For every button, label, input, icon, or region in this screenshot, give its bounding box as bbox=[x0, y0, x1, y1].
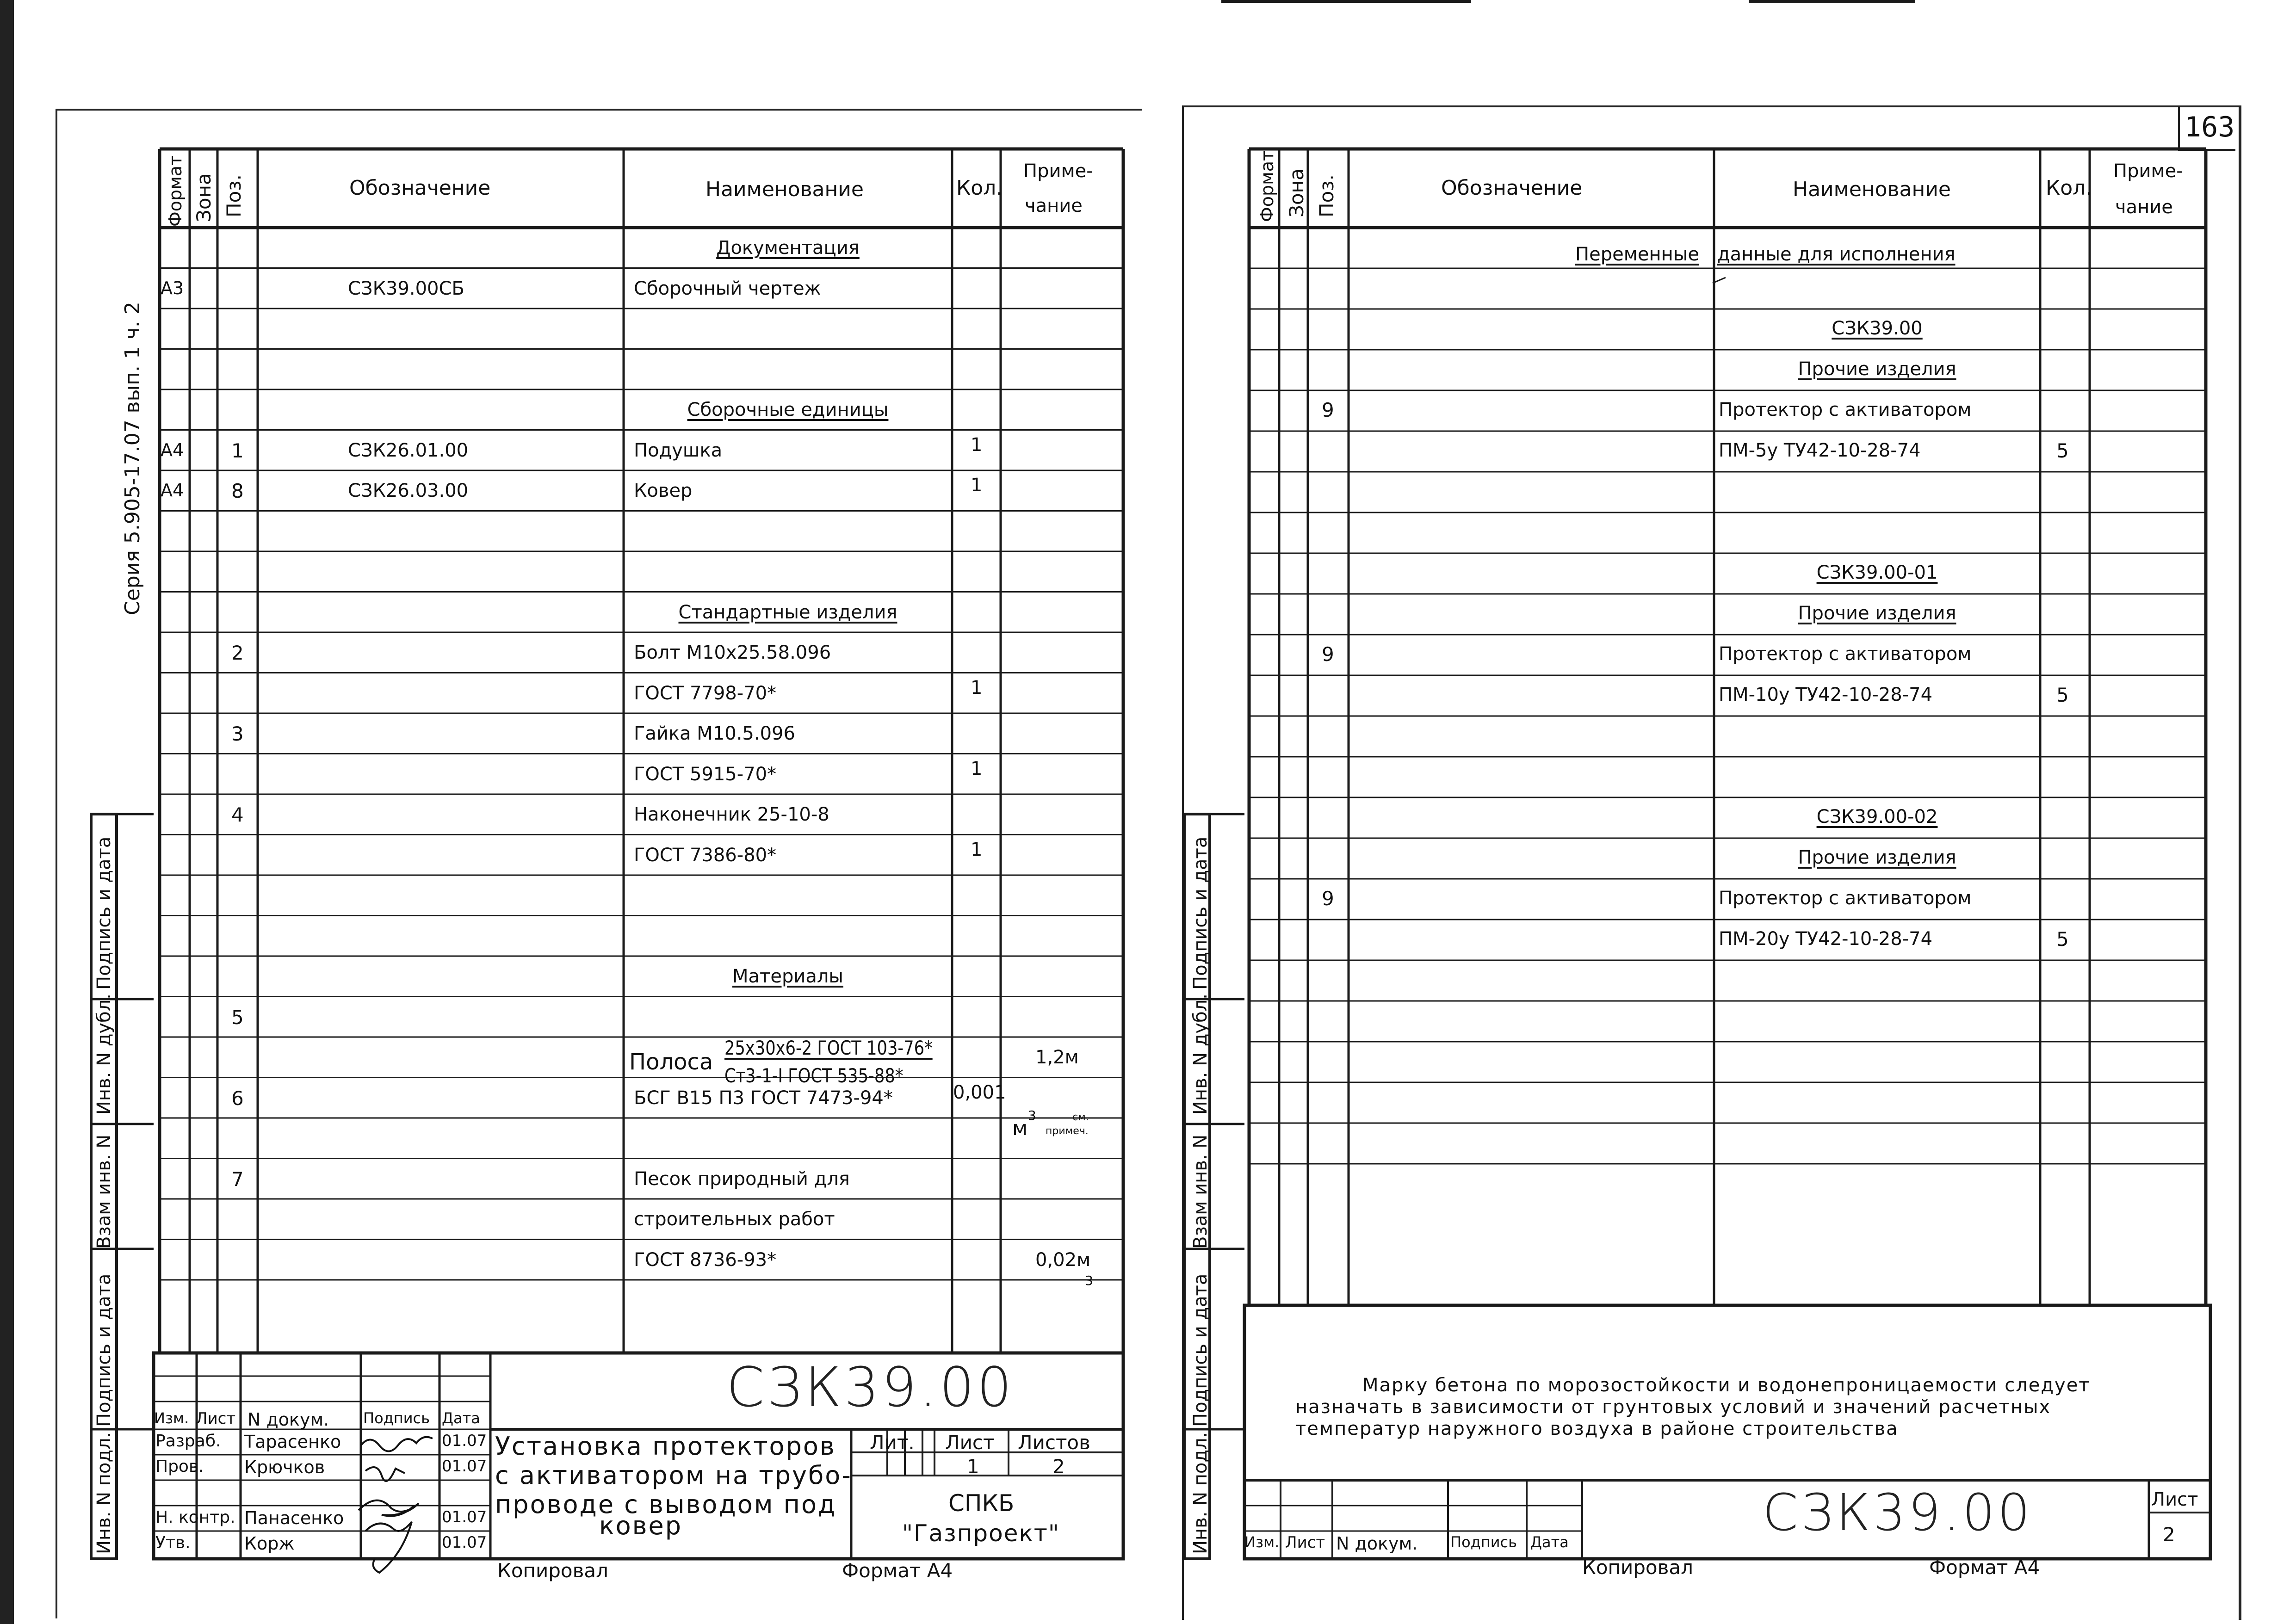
row-pos: 5 bbox=[231, 1006, 244, 1029]
title-line-2: с активатором на трубо- bbox=[495, 1461, 852, 1490]
right-row-pos: 9 bbox=[1322, 643, 1334, 666]
sheet-value: 1 bbox=[967, 1455, 979, 1478]
variable-data-heading-a: Переменные bbox=[1575, 244, 1699, 265]
left-header-format: Формат bbox=[165, 155, 186, 227]
signer-name: Крючков bbox=[244, 1457, 325, 1477]
row-name: Ковер bbox=[634, 480, 693, 501]
row-name: Песок природный для bbox=[634, 1168, 850, 1190]
left-header-designation: Обозначение bbox=[349, 176, 491, 200]
right-col-izm: Изм. bbox=[1244, 1533, 1280, 1551]
right-row-pos: 9 bbox=[1322, 399, 1334, 421]
right-footer-format: Формат А4 bbox=[1929, 1556, 2040, 1579]
left-header-name: Наименование bbox=[706, 178, 864, 201]
row-pos: 4 bbox=[231, 803, 244, 826]
left-footer-format: Формат А4 bbox=[842, 1559, 953, 1582]
note-line-3: температур наружного воздуха в районе строительства bbox=[1295, 1418, 1899, 1439]
right-row-pos: 9 bbox=[1322, 887, 1334, 910]
col-list: Лист bbox=[196, 1409, 236, 1428]
row-name: БСГ В15 П3 ГОСТ 7473-94* bbox=[634, 1087, 893, 1109]
right-stamp-dup-inv: Инв. N дубл. bbox=[1190, 994, 1211, 1115]
signer-role: Н. контр. bbox=[155, 1508, 235, 1527]
row-name: Болт М10х25.58.096 bbox=[634, 642, 831, 663]
row-qty: 1 bbox=[971, 475, 983, 496]
signer-role: Разраб. bbox=[155, 1432, 221, 1451]
note-line-2: назначать в зависимости от грунтовых условий и значений расчетных bbox=[1295, 1396, 2051, 1418]
right-header-name: Наименование bbox=[1793, 178, 1951, 201]
strip-line1: 25х30х6-2 ГОСТ 103-76* bbox=[724, 1037, 933, 1059]
right-row-name: ПМ-5у ТУ42-10-28-74 bbox=[1719, 440, 1921, 461]
row-format: А3 bbox=[161, 278, 184, 298]
row-designation: СЗК26.01.00 bbox=[348, 439, 469, 461]
signer-role: Утв. bbox=[155, 1533, 191, 1552]
left-header-zone: Зона bbox=[192, 173, 215, 222]
right-stamp-sign-date-2: Подпись и дата bbox=[1190, 1273, 1211, 1427]
row-format: А4 bbox=[161, 480, 184, 500]
row-pos: 8 bbox=[231, 480, 244, 502]
right-doc-code: СЗК39.00 bbox=[1763, 1483, 2033, 1542]
right-row-name: СЗК39.00 bbox=[1832, 318, 1923, 339]
title-line-3: проводе с выводом под bbox=[495, 1490, 837, 1519]
right-row-name: СЗК39.00-02 bbox=[1816, 806, 1938, 827]
left-header-qty: Кол. bbox=[956, 176, 1003, 200]
right-header-designation: Обозначение bbox=[1441, 176, 1583, 200]
row-qty: 1 bbox=[971, 839, 983, 860]
row-qty: 1 bbox=[971, 677, 983, 698]
right-row-name: ПМ-20у ТУ42-10-28-74 bbox=[1719, 928, 1933, 950]
row-qty: 1 bbox=[971, 434, 983, 456]
row-pos: 3 bbox=[231, 722, 244, 745]
col-sign: Подпись bbox=[363, 1409, 430, 1427]
right-row-name: Прочие изделия bbox=[1798, 847, 1956, 868]
cubic-sup: 3 bbox=[1028, 1108, 1036, 1123]
stamp-replace-inv: Взам инв. N bbox=[93, 1134, 115, 1249]
left-header-note1: Приме- bbox=[1023, 161, 1093, 182]
row-qty: 0,001 bbox=[953, 1081, 1006, 1103]
row-name: строительных работ bbox=[634, 1209, 835, 1230]
row-name: Сборочный чертеж bbox=[634, 278, 821, 299]
right-row-name: Протектор с активатором bbox=[1719, 399, 1972, 420]
signer-date: 01.07 bbox=[442, 1457, 487, 1476]
cubic-unit: м bbox=[1012, 1117, 1028, 1140]
right-row-name: СЗК39.00-01 bbox=[1816, 562, 1938, 583]
right-header-pos: Поз. bbox=[1315, 174, 1338, 217]
sheet-label: Лист bbox=[945, 1431, 995, 1454]
row-name: Стандартные изделия bbox=[678, 601, 897, 623]
row-note: 1,2м bbox=[1035, 1047, 1079, 1068]
see-note-1: см. bbox=[1072, 1111, 1089, 1123]
right-stamp-orig-inv: Инв. N подл. bbox=[1190, 1432, 1211, 1554]
row-name: ГОСТ 8736-93* bbox=[634, 1249, 777, 1271]
row-name: ГОСТ 7798-70* bbox=[634, 682, 777, 704]
left-header-pos: Поз. bbox=[223, 174, 245, 217]
row-designation: СЗК26.03.00 bbox=[348, 480, 469, 501]
org-line-1: СПКБ bbox=[948, 1490, 1015, 1517]
left-header-note2: чание bbox=[1025, 195, 1083, 216]
row-name: Материалы bbox=[732, 966, 843, 987]
row-name: ГОСТ 5915-70* bbox=[634, 763, 777, 785]
note-line-1: Марку бетона по морозостойкости и водонепроницаемости следует bbox=[1362, 1375, 2091, 1396]
signer-date: 01.07 bbox=[442, 1533, 487, 1552]
strip-line2: Ст3-1-I ГОСТ 535-88* bbox=[724, 1064, 904, 1087]
right-row-qty: 5 bbox=[2056, 439, 2069, 462]
right-stamp-replace-inv: Взам инв. N bbox=[1190, 1134, 1211, 1249]
page-number: 163 bbox=[2185, 111, 2235, 143]
row-qty: 1 bbox=[971, 758, 983, 779]
right-stamp-sign-date-1: Подпись и дата bbox=[1190, 836, 1211, 990]
left-footer-copied: Копировал bbox=[497, 1559, 608, 1582]
col-date: Дата bbox=[442, 1409, 480, 1427]
row-note: 0,02м bbox=[1035, 1249, 1091, 1271]
row-name: Наконечник 25-10-8 bbox=[634, 804, 829, 825]
right-header-format: Формат bbox=[1257, 150, 1277, 222]
signer-name: Корж bbox=[244, 1533, 295, 1554]
col-doc: N докум. bbox=[248, 1409, 329, 1430]
right-col-doc: N докум. bbox=[1336, 1533, 1418, 1554]
row-designation: СЗК39.00СБ bbox=[348, 278, 464, 299]
right-col-sign: Подпись bbox=[1450, 1533, 1517, 1551]
title-line-4: ковер bbox=[599, 1511, 682, 1540]
row-name: Документация bbox=[716, 237, 860, 259]
right-header-zone: Зона bbox=[1285, 168, 1308, 217]
right-row-name: ПМ-10у ТУ42-10-28-74 bbox=[1719, 684, 1933, 705]
col-izm: Изм. bbox=[154, 1409, 189, 1427]
stamp-sign-date-2: Подпись и дата bbox=[93, 1273, 115, 1427]
sand-sup: 3 bbox=[1085, 1273, 1093, 1288]
row-name: Сборочные единицы bbox=[687, 399, 889, 420]
right-sheet-label: Лист bbox=[2151, 1489, 2198, 1510]
signer-date: 01.07 bbox=[442, 1508, 487, 1526]
signer-date: 01.07 bbox=[442, 1432, 487, 1450]
row-format: А4 bbox=[161, 439, 184, 460]
right-header-note2: чание bbox=[2115, 197, 2173, 218]
stamp-orig-inv: Инв. N подл. bbox=[93, 1432, 115, 1554]
strip-word: Полоса bbox=[629, 1049, 713, 1075]
lit-label: Лит. bbox=[870, 1431, 915, 1454]
right-header-note1: Приме- bbox=[2113, 161, 2183, 182]
title-line-1: Установка протекторов bbox=[495, 1432, 836, 1461]
right-row-name: Прочие изделия bbox=[1798, 603, 1956, 624]
right-row-qty: 5 bbox=[2056, 684, 2069, 706]
left-doc-code: СЗК39.00 bbox=[726, 1355, 1015, 1419]
row-pos: 2 bbox=[231, 642, 244, 664]
right-header-qty: Кол. bbox=[2046, 176, 2092, 200]
right-row-qty: 5 bbox=[2056, 928, 2069, 951]
stamp-dup-inv: Инв. N дубл. bbox=[93, 994, 115, 1115]
right-col-list: Лист bbox=[1285, 1533, 1325, 1552]
right-col-date: Дата bbox=[1530, 1533, 1569, 1551]
row-pos: 7 bbox=[231, 1167, 244, 1191]
right-sheet-value: 2 bbox=[2163, 1523, 2175, 1546]
row-pos: 6 bbox=[231, 1087, 244, 1110]
signer-name: Панасенко bbox=[244, 1508, 344, 1528]
row-name: Гайка М10.5.096 bbox=[634, 723, 795, 744]
signer-name: Тарасенко bbox=[244, 1432, 341, 1452]
series-label: Серия 5.905-17.07 вып. 1 ч. 2 bbox=[121, 302, 144, 615]
row-pos: 1 bbox=[231, 439, 244, 462]
right-footer-copied: Копировал bbox=[1582, 1556, 1693, 1579]
signer-role: Пров. bbox=[155, 1457, 204, 1476]
sheets-label: Листов bbox=[1018, 1431, 1090, 1454]
right-row-name: Протектор с активатором bbox=[1719, 643, 1972, 665]
org-line-2: "Газпроект" bbox=[902, 1520, 1060, 1547]
see-note-2: примеч. bbox=[1046, 1125, 1089, 1137]
stamp-sign-date-1: Подпись и дата bbox=[93, 836, 115, 990]
row-name: Подушка bbox=[634, 439, 723, 461]
sheets-value: 2 bbox=[1052, 1455, 1065, 1478]
variable-data-heading-b: данные для исполнения bbox=[1717, 244, 1956, 265]
right-row-name: Прочие изделия bbox=[1798, 358, 1956, 380]
signature-marks bbox=[352, 1429, 444, 1596]
row-name: ГОСТ 7386-80* bbox=[634, 844, 777, 866]
right-row-name: Протектор с активатором bbox=[1719, 888, 1972, 909]
